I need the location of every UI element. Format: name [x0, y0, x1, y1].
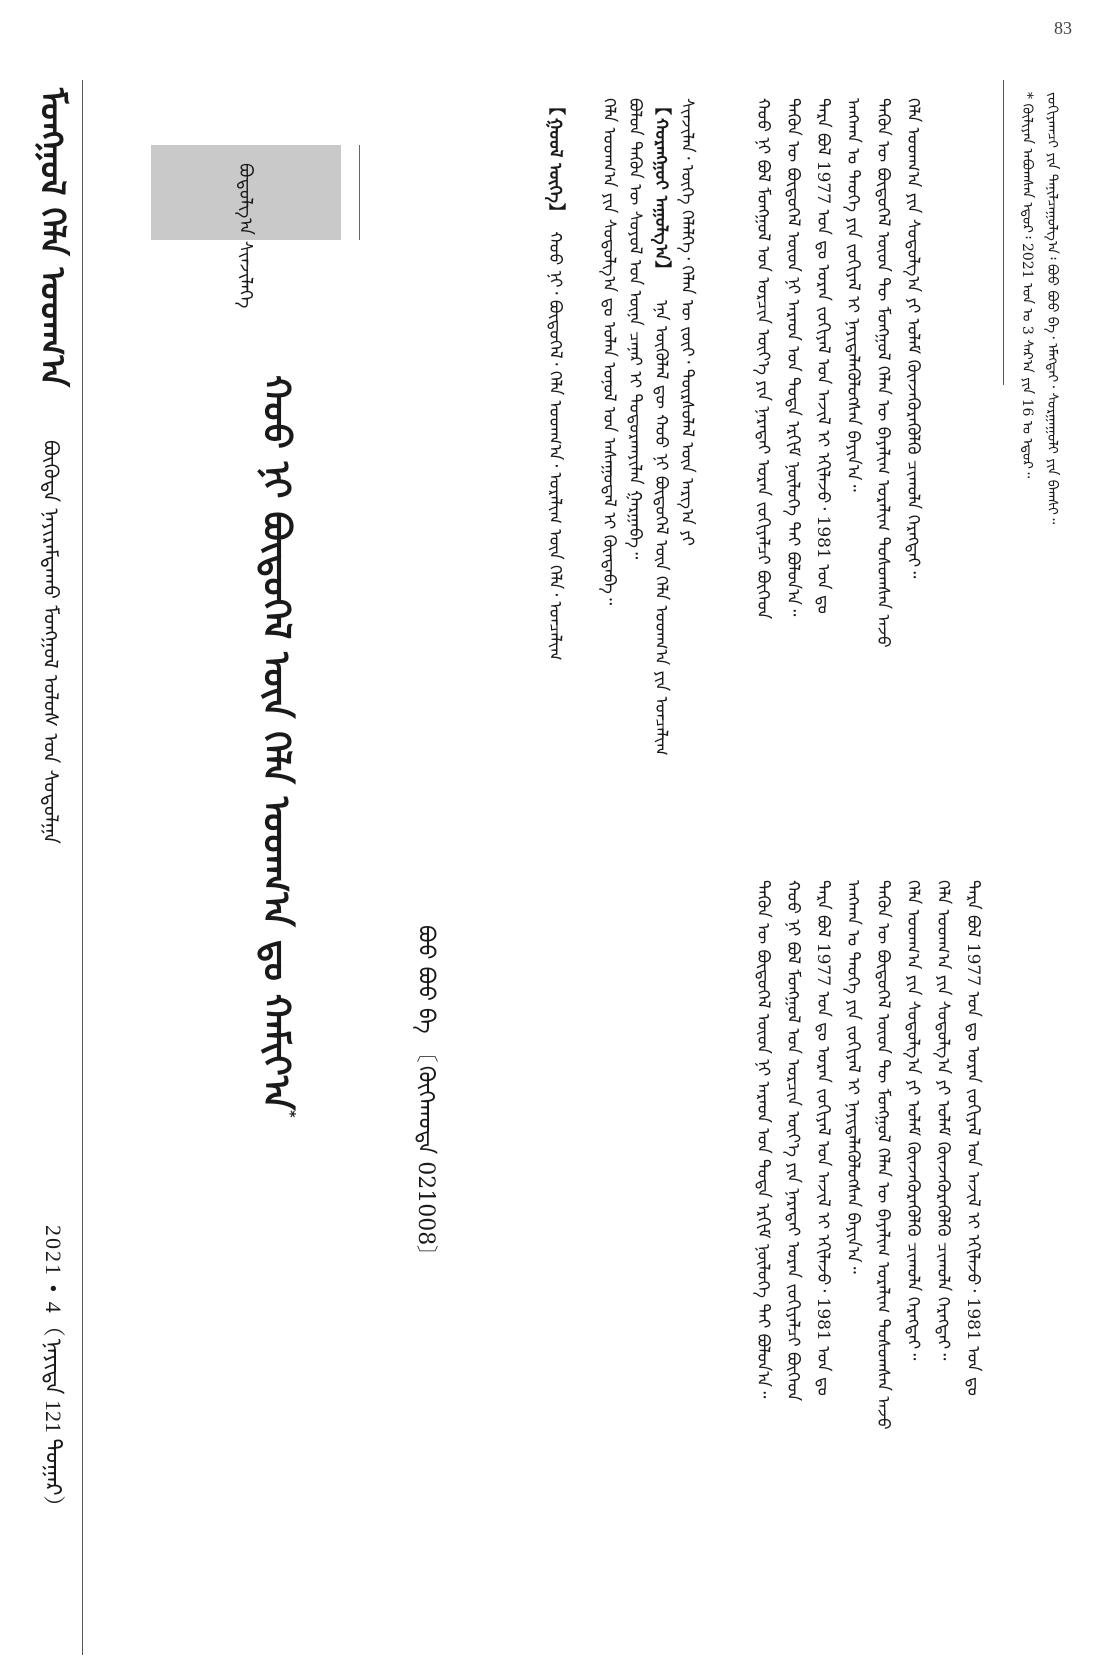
abstract-line: ᠡᠨᠡ ᠥᠭᠦᠯᠡᠯ ᠳᠦ ᠬᠣᠣ ᠨᠢ ᠪᠦᠲᠦᠭᠡᠯ ᠦᠨ ᠬᠡᠯᠡ ᠤᠳᠬ᠎ᠠ ᠶᠢᠨ ᠣᠨᠴᠠᠯᠢᠭ [651, 300, 671, 756]
section-tag: ᠪᠤᠳᠤᠯᠭ᠎ᠠ ᠰᠢᠨᠵᠢᠯᠡᠭᠡ [235, 163, 256, 309]
abstract-line: ᠬᠡᠯᠡ ᠤᠳᠬ᠎ᠠ ᠶᠢᠨ ᠰᠤᠳᠤᠯᠭ᠎ᠠ ᠳᠤ ᠣᠯᠠᠨ ᠣᠨᠤᠯ ᠤᠨ ᠠᠰᠠᠭᠤᠳᠠᠯ ᠢ ᠬᠥᠨᠳᠡᠪᠡ᠃ [599, 98, 619, 606]
body-line: ᠲᠡᠭᠦᠨ ᠦ ᠪᠦᠲᠦᠭᠡᠯ ᠦᠳ ᠲᠦ ᠮᠣᠩᠭᠣᠯ ᠬᠡᠯᠡᠨ ᠦ ᠪᠠᠶᠠᠯᠢᠭ ᠤᠷᠠᠯᠢᠭ ᠲᠤᠰᠤᠭᠰᠠᠨ ᠠᠵᠤ [873, 98, 893, 648]
abstract-line: ᠰᠢᠨᠵᠢᠯᠡᠨ᠂ ᠦᠭᠡ ᠬᠡᠯᠡᠯᠭᠡ᠂ ᠬᠡᠯᠡᠨ ᠦ ᠵᠦᠢ᠂ ᠳᠦᠷᠰᠦᠯᠡᠯ ᠦᠨ ᠠᠷᠭ᠎ᠠ ᠶᠢ [677, 98, 697, 546]
issue-info: ᠪᠦᠭᠦᠳᠡ ᠨᠠᠶᠢᠷᠠᠮᠳᠠᠬᠤ ᠮᠣᠩᠭᠣᠯ ᠤᠯᠤᠰ ᠤᠨ ᠰᠣᠳᠤᠯᠭᠠ [39, 440, 63, 844]
abstract-label: 【ᠬᠤᠷᠠᠩᠭᠤᠢ ᠠᠭᠤᠯᠭ᠎ᠠ】 [651, 98, 671, 281]
body-line: ᠲᠡᠷᠡ ᠪᠣᠯ 1977 ᠣᠨ ᠳᠤ ᠤᠷᠠᠨ ᠵᠣᠬᠢᠶᠠᠯ ᠤᠨ ᠠᠵᠢᠯ ᠢ ᠡᠬᠢᠯᠡᠵᠦ᠂ 1981 ᠣᠨ ᠳᠤ [963, 880, 983, 1396]
body-line: ᠬᠣᠣ ᠨᠢ ᠪᠣᠯ ᠮᠣᠩᠭᠣᠯ ᠤᠨ ᠣᠷᠴᠢᠨ ᠦᠶ᠎ᠡ ᠶᠢᠨ ᠨᠡᠷᠡᠲᠡᠢ ᠤᠷᠠᠨ ᠵᠣᠬᠢᠶᠠᠯᠴᠢ ᠪᠥᠭᠡᠳ [753, 98, 773, 620]
body-line: ᠬᠡᠯᠡ ᠤᠳᠬ᠎ᠠ ᠶᠢᠨ ᠰᠤᠳᠤᠯᠭ᠎ᠠ ᠶᠢ ᠤᠯᠠᠮ ᠭᠦᠨᠵᠡᠭᠦᠷᠡᠭᠦᠯᠬᠦ ᠴᠢᠬᠤᠯᠠ ᠬᠡᠷᠡᠭᠲᠡᠢ᠃ [903, 880, 923, 1361]
author-line [406, 925, 444, 1270]
body-line: ᠲᠡᠭᠦᠨ ᠦ ᠪᠦᠲᠦᠭᠡᠯ ᠦᠳ ᠲᠦ ᠮᠣᠩᠭᠣᠯ ᠬᠡᠯᠡᠨ ᠦ ᠪᠠᠶᠠᠯᠢᠭ ᠤᠷᠠᠯᠢᠭ ᠲᠤᠰᠤᠭᠰᠠᠨ ᠠᠵᠤ [873, 880, 893, 1430]
body-line: ᠲᠡᠷᠡ ᠪᠣᠯ 1977 ᠣᠨ ᠳᠤ ᠤᠷᠠᠨ ᠵᠣᠬᠢᠶᠠᠯ ᠤᠨ ᠠᠵᠢᠯ ᠢ ᠡᠬᠢᠯᠡᠵᠦ᠂ 1981 ᠣᠨ ᠳᠤ [813, 880, 833, 1396]
abstract-line: ᠪᠣᠯᠤᠨ ᠲᠡᠭᠦᠨ ᠦ ᠰᠣᠶᠣᠯ ᠤᠨ ᠦᠨᠡ ᠴᠡᠨᠡᠷ ᠢ ᠲᠣᠳᠤᠷᠬᠠᠶᠢᠯᠠᠨ ᠭᠠᠷᠭᠠᠪᠠ᠃ [625, 98, 645, 560]
article-title [244, 375, 309, 1118]
body-line: ᠲᠡᠷᠡ ᠪᠣᠯ 1977 ᠣᠨ ᠳᠤ ᠤᠷᠠᠨ ᠵᠣᠬᠢᠶᠠᠯ ᠤᠨ ᠠᠵᠢᠯ ᠢ ᠡᠬᠢᠯᠡᠵᠦ᠂ 1981 ᠣᠨ ᠳᠤ [813, 98, 833, 614]
keywords-block [540, 98, 570, 661]
body-line: ᠬᠣᠣ ᠨᠢ ᠪᠣᠯ ᠮᠣᠩᠭᠣᠯ ᠤᠨ ᠣᠷᠴᠢᠨ ᠦᠶ᠎ᠡ ᠶᠢᠨ ᠨᠡᠷᠡᠲᠡᠢ ᠤᠷᠠᠨ ᠵᠣᠬᠢᠶᠠᠯᠴᠢ ᠪᠥᠭᠡᠳ [783, 880, 803, 1402]
body-line: ᠬᠡᠯᠡ ᠤᠳᠬ᠎ᠠ ᠶᠢᠨ ᠰᠤᠳᠤᠯᠭ᠎ᠠ ᠶᠢ ᠤᠯᠠᠮ ᠭᠦᠨᠵᠡᠭᠦᠷᠡᠭᠦᠯᠬᠦ ᠴᠢᠬᠤᠯᠠ ᠬᠡᠷᠡᠭᠲᠡᠢ᠃ [903, 98, 923, 579]
body-line: ᠠᠩᠬᠠᠨ ᠤ ᠲᠡᠦᠬᠡ ᠶᠢᠨ ᠵᠣᠬᠢᠶᠠᠯ ᠢ ᠨᠡᠶᠢᠲᠡᠯᠡᠭᠦᠯᠦᠭᠰᠡᠨ ᠪᠠᠶᠢᠨ᠎ᠠ᠃ [843, 98, 863, 492]
keywords-label: 【ᠭᠣᠣᠯ ᠦᠭᠡ】 [545, 98, 565, 223]
author-name: ᠪᠣᠣ ᠪᠣᠣ ᠪᠠ [413, 925, 438, 1034]
body-line: ᠠᠩᠬᠠᠨ ᠤ ᠲᠡᠦᠬᠡ ᠶᠢᠨ ᠵᠣᠬᠢᠶᠠᠯ ᠢ ᠨᠡᠶᠢᠲᠡᠯᠡᠭᠦᠯᠦᠭᠰᠡᠨ ᠪᠠᠶᠢᠨ᠎ᠠ᠃ [843, 880, 863, 1274]
author-affiliation: 〔ᠬᠥᠬᠡᠬᠣᠲᠠ 021008〕 [413, 1040, 438, 1271]
article-title-text: ᠬᠣᠣ ᠨᠢ ᠪᠦᠲᠦᠭᠡᠯ ᠦᠨ ᠬᠡᠯᠡ ᠤᠳᠬ᠎ᠠ ᠳᠤ ᠬᠠᠮᠢᠶ᠎ᠠ [255, 375, 298, 1111]
publication-date: 2021 • 4（ᠨᠡᠶᠢᠲᠡ 121 ᠳᠤᠭᠠᠷ） [41, 1225, 66, 1520]
page-number: 83 [1054, 18, 1072, 38]
footnote-line: ᠵᠣᠬᠢᠶᠠᠭᠴᠢ ᠶᠢᠨ ᠲᠠᠨᠢᠯᠴᠠᠭᠤᠯᠭ᠎ᠠ᠄ ᠪᠣᠣ ᠪᠣᠣ ᠪᠠ᠂ ᠡᠮᠡᠭᠲᠡᠢ᠂ ᠰᠤᠷᠭᠠᠭᠤᠯᠢ ᠶᠢᠨ ᠪᠠᠭᠰᠢ᠃ [1044, 92, 1060, 525]
footnote-line [1015, 92, 1039, 478]
journal-name: ᠮᠣᠩᠭᠣᠯ ᠬᠡᠯᠡ ᠤᠳᠬ᠎ᠠ [32, 88, 72, 388]
footnote-marker: * [1019, 92, 1035, 99]
footnote-received: ᠬᠦᠯᠢᠶᠡᠨ ᠠᠪᠤᠭᠰᠠᠨ ᠡᠳᠦᠷ᠄ 2021 ᠣᠨ ᠤ 3 ᠰᠠᠷ᠎ᠠ ᠶᠢᠨ 16 ᠤ ᠡᠳᠦᠷ᠃ [1019, 103, 1035, 479]
section-tag-rule [359, 145, 360, 240]
title-footnote-mark: * [281, 1110, 298, 1118]
body-line: ᠲᠡᠭᠦᠨ ᠦ ᠪᠦᠲᠦᠭᠡᠯ ᠦᠳ ᠨᠢ ᠠᠷᠠᠳ ᠤᠨ ᠳᠤᠳᠠ ᠡᠷᠬᠢᠮ ᠨᠥᠯᠥᠭᠡ ᠲᠡᠢ ᠪᠣᠯᠤᠨ᠎ᠠ᠃ [753, 880, 773, 1399]
body-line: ᠬᠡᠯᠡ ᠤᠳᠬ᠎ᠠ ᠶᠢᠨ ᠰᠤᠳᠤᠯᠭ᠎ᠠ ᠶᠢ ᠤᠯᠠᠮ ᠭᠦᠨᠵᠡᠭᠦᠷᠡᠭᠦᠯᠬᠦ ᠴᠢᠬᠤᠯᠠ ᠬᠡᠷᠡᠭᠲᠡᠢ᠃ [933, 880, 953, 1361]
margin-rule [82, 80, 83, 1655]
body-line: ᠲᠡᠭᠦᠨ ᠦ ᠪᠦᠲᠦᠭᠡᠯ ᠦᠳ ᠨᠢ ᠠᠷᠠᠳ ᠤᠨ ᠳᠤᠳᠠ ᠡᠷᠬᠢᠮ ᠨᠥᠯᠥᠭᠡ ᠲᠡᠢ ᠪᠣᠯᠤᠨ᠎ᠠ᠃ [783, 98, 803, 617]
footnote-rule [1003, 80, 1004, 385]
keywords-text: ᠬᠣᠣ ᠨᠢ᠂ ᠪᠦᠲᠦᠭᠡᠯ᠂ ᠬᠡᠯᠡ ᠤᠳᠬ᠎ᠠ᠂ ᠤᠷᠠᠯᠢᠭ ᠦᠨ ᠬᠡᠯᠡ᠂ ᠣᠨᠴᠠᠯᠢᠭ [545, 231, 565, 661]
